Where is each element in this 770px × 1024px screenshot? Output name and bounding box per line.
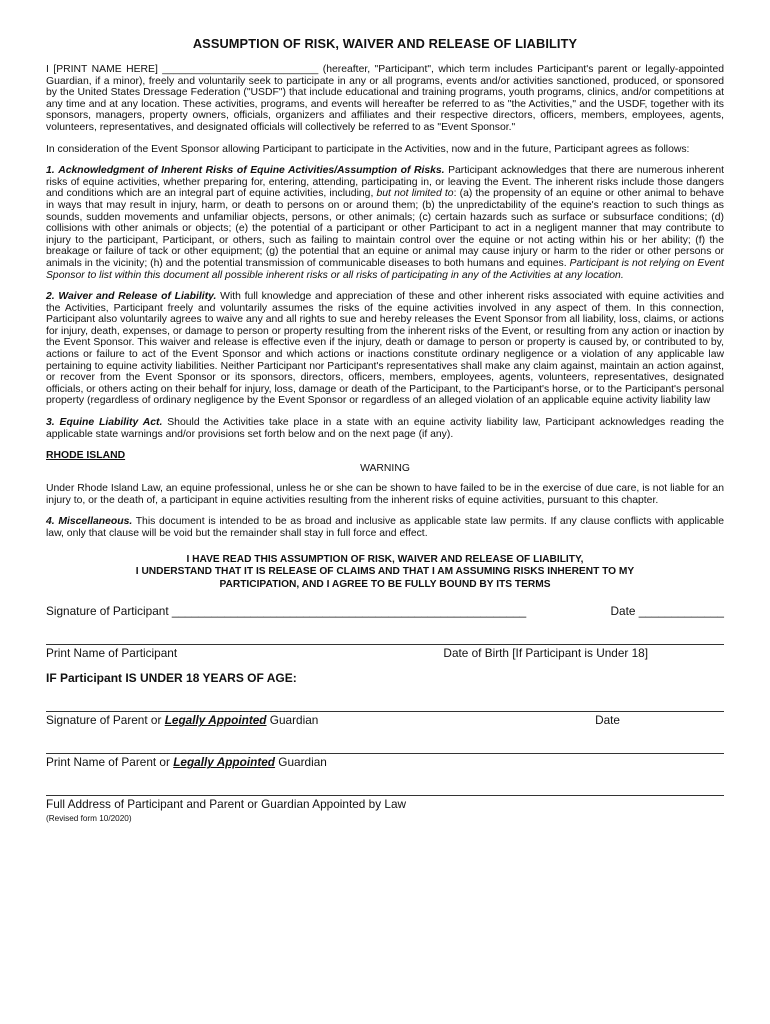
revised-note: (Revised form 10/2020) <box>46 814 132 824</box>
participant-date-line[interactable]: Date _____________ <box>610 604 724 619</box>
section-3-body: Should the Activities take place in a state with an equine activity liability law, Participant acknowledges reading the applicable state warnings and/or provisions set forth below and on the next page (if any). <box>46 417 725 440</box>
participant-signature-line[interactable]: Signature of Participant ______________________________________________________ <box>46 604 527 619</box>
section-1-closing: Participant is not relying on Event Sponsor to list within this document all possible inherent risks or all risks of participating in any of the Activities at any location. <box>46 257 725 281</box>
section-3 <box>46 417 724 440</box>
section-4 <box>46 516 724 539</box>
legally-appointed-text: Legally Appointed <box>164 713 267 728</box>
date-of-birth-label: Date of Birth [If Participant is Under 18] <box>443 646 648 661</box>
section-1 <box>46 165 724 281</box>
section-2-body: With full knowledge and appreciation of these and other inherent risks associated with equine activities and the Activities, Participant freely and voluntarily assumes the risks of the equine activities involved in any aspect of them. In this connection, Participant also voluntarily agrees to waive any and all rights to sue and hereby releases the Event Sponsor from all liability, loss, claims, or actions for injury, death, expenses, or damage to person or property resulting from the inherent risks of the Event, or resulting from any action or inaction by the Event Sponsor. This waiver and release is effective even if the injury, death or damage to person or property is caused by, or contributed to by, actions or failure to act of the Event Sponsor and which actions or inactions constitute ordinary negligence or a violation of any applicable law pertaining to equine activity liabilities. Neither Participant nor Participant's representatives shall make any claim against, maintain an action against, or recover from the Event Sponsor or its sponsors, directors, officers, members, employees, agents, volunteers, representatives, designated officials, or others acting on their behalf for injury, loss, damage or death of the Participant, to the Participant's horse, or to the Participant's personal property (regardless of ordinary negligence by the Event Sponsor or regardless of an alleged violation of an applicable equine activity liability law <box>46 291 725 407</box>
consideration-paragraph: In consideration of the Event Sponsor allowing Participant to participate in the Activities, now and in the future, Participant agrees as follows: <box>46 143 690 155</box>
full-address-label: Full Address of Participant and Parent or Guardian Appointed by Law <box>46 797 407 812</box>
intro-paragraph: I [PRINT NAME HERE] ___________________________ (hereafter, "Participant", which term includes Participant's parent or legally-appointed Guardian, if a minor), freely and voluntarily seek to participate in any or all programs, events and/or activities sanctioned, produced, or sponsored by the United States Dressage Federation ("USDF") that include educational and training programs, youth programs, clinics, and/or competitions at any time and at any location. These activities, programs, and events will hereafter be referred to as "the Activities," and the USDF, together with its sponsors, managers, property owners, officials, organizers and affiliates and their respective directors, officers, members, employees, agents, volunteers, representatives, and designated officials will collectively be referred to as "Event Sponsor." <box>46 64 724 133</box>
section-3-number: 3. <box>46 417 55 429</box>
acknowledgment-line-3: PARTICIPATION, AND I AGREE TO BE FULLY BOUND BY ITS TERMS <box>219 578 551 590</box>
parent-date-label: Date <box>595 713 620 728</box>
acknowledgment-block <box>46 554 724 592</box>
section-2-number: 2. <box>46 291 55 303</box>
parent-signature-row <box>46 714 724 727</box>
section-1-body-b: : (a) the propensity of an equine or other animal to behave in ways that may result in injury, harm, or death to persons on or around them; (b) the unpredictability of the equine's reaction to such things as sounds, sudden movements and unfamiliar objects, persons, or other animals; (c) certain hazards such as surface or subsurface conditions; (d) collisions with other animals or objects; (e) the potential of a participant or other Participant to act in a negligent manner that may contribute to injury to the participant, Participant, or others, such as failing to maintain control over the equine or not acting within his or her ability; (f) the breakage or failure of tack or other equipment; (g) the potential that an equine or animal may cause injury or harm to the rider or other persons or animals in the vicinity; (h) and the potential transmission of communicable diseases to both humans and equines. <box>46 188 724 269</box>
participant-signature-row <box>46 605 724 618</box>
state-name: RHODE ISLAND <box>46 450 126 462</box>
document-title: ASSUMPTION OF RISK, WAIVER AND RELEASE OF LIABILITY <box>192 36 578 51</box>
section-3-heading: Equine Liability Act. <box>59 417 163 429</box>
print-name-line[interactable] <box>46 630 724 645</box>
section-2 <box>46 291 724 407</box>
section-4-number: 4. <box>46 516 55 528</box>
section-1-number: 1. <box>46 165 55 177</box>
section-1-body-italic: but not limited to <box>376 188 454 200</box>
section-4-heading: Miscellaneous. <box>58 516 133 528</box>
signature-section <box>46 605 724 825</box>
print-name-row <box>46 647 724 660</box>
parent-signature-label: Signature of Parent or Legally Appointed Guardian <box>46 713 319 728</box>
under-18-heading: IF Participant IS UNDER 18 YEARS OF AGE: <box>46 671 297 686</box>
acknowledgment-line-1: I HAVE READ THIS ASSUMPTION OF RISK, WAIVER AND RELEASE OF LIABILITY, <box>186 553 584 565</box>
parent-signature-line[interactable] <box>46 697 724 712</box>
legally-appointed-text-2: Legally Appointed <box>173 755 276 770</box>
section-4-body: This document is intended to be as broad and inclusive as applicable state law permits. If any clause conflicts with applicable law, only that clause will be void but the remainder shall stay in full force and effect. <box>46 516 725 539</box>
parent-print-name-label: Print Name of Parent or Legally Appointed Guardian <box>46 755 327 770</box>
section-1-heading: Acknowledgment of Inherent Risks of Equine Activities/Assumption of Risks. <box>58 165 445 177</box>
warning-label: WARNING <box>360 463 410 475</box>
acknowledgment-line-2: I UNDERSTAND THAT IT IS RELEASE OF CLAIMS AND THAT I AM ASSUMING RISKS INHERENT TO MY <box>135 566 635 578</box>
section-1-body-a: Participant acknowledges that there are numerous inherent risks of equine activities, whether preparing for, entering, attending, participating in, or leaving the Event. The inherent risks include those dangers and conditions which are an integral part of equine activities, including, <box>46 165 724 200</box>
full-address-line[interactable] <box>46 781 724 796</box>
print-name-label: Print Name of Participant <box>46 646 178 661</box>
state-warning-text: Under Rhode Island Law, an equine professional, unless he or she can be shown to have failed to be in the exercise of due care, is not liable for an injury to, or the death of, a participant in equine activities resulting from the inherent risks of equine activities, pursuant to this chapter. <box>46 483 724 506</box>
section-2-heading: Waiver and Release of Liability. <box>58 291 217 303</box>
parent-print-name-line[interactable] <box>46 739 724 754</box>
